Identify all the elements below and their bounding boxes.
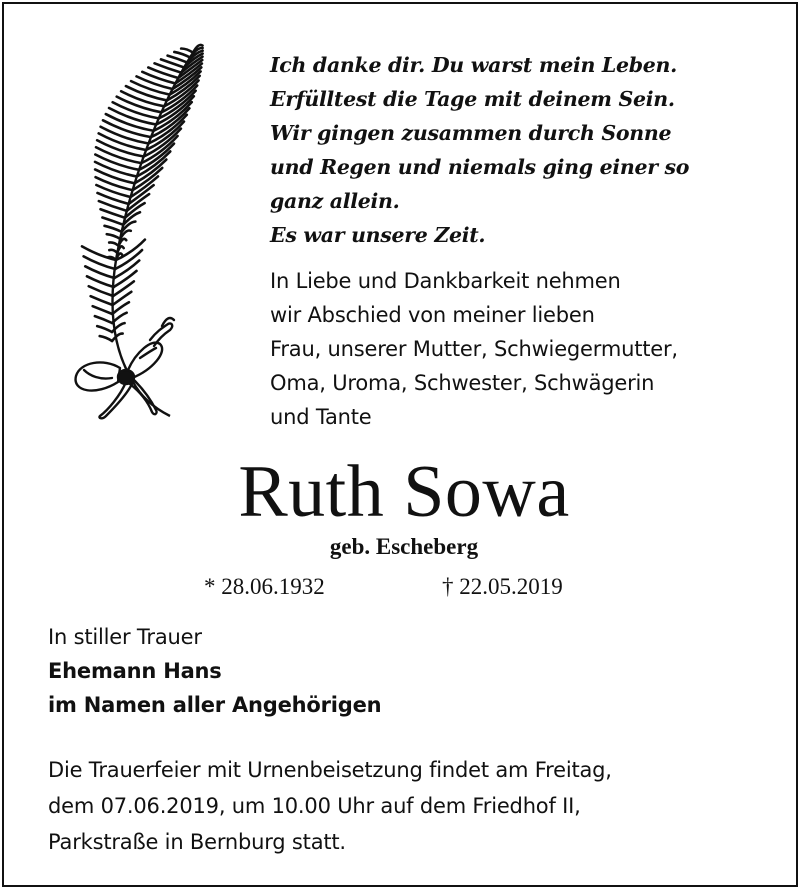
mourner-family: im Namen aller Angehörigen bbox=[48, 693, 382, 717]
feather-frond bbox=[100, 336, 112, 341]
farewell-line: In Liebe und Dankbarkeit nehmen bbox=[270, 269, 621, 293]
poem-line: Es war unsere Zeit. bbox=[270, 223, 486, 247]
birth-date: * 28.06.1932 bbox=[204, 574, 325, 599]
mourning-intro: In stiller Trauer bbox=[48, 625, 202, 649]
farewell-line: wir Abschied von meiner lieben bbox=[270, 303, 595, 327]
maiden-name: geb. Escheberg bbox=[329, 534, 479, 559]
farewell-line: und Tante bbox=[270, 405, 372, 429]
mourner-spouse: Ehemann Hans bbox=[48, 659, 222, 683]
feather-frond bbox=[181, 49, 193, 53]
feather-frond bbox=[93, 306, 113, 314]
farewell-line: Frau, unserer Mutter, Schwiegermutter, bbox=[270, 337, 678, 361]
ceremony-line: dem 07.06.2019, um 10.00 Uhr auf dem Friedhof II, bbox=[48, 794, 581, 818]
poem-line: Ich danke dir. Du warst mein Leben. bbox=[270, 53, 677, 77]
feather-frond bbox=[113, 281, 134, 296]
deceased-name: Ruth Sowa bbox=[238, 451, 570, 533]
feather-frond bbox=[114, 271, 137, 287]
poem-line: und Regen und niemals ging einer so bbox=[270, 155, 690, 179]
ceremony-info bbox=[48, 752, 612, 860]
farewell-line: Oma, Uroma, Schwester, Schwägerin bbox=[270, 371, 655, 395]
mourners bbox=[48, 620, 381, 722]
feather-frond bbox=[97, 326, 112, 332]
farewell-text bbox=[270, 264, 780, 434]
poem-line: Erfülltest die Tage mit deinem Sein. bbox=[270, 87, 675, 111]
feather-with-ribbon-icon bbox=[44, 40, 219, 430]
obituary-frame bbox=[2, 2, 798, 887]
feather-frond bbox=[105, 226, 122, 232]
poem-line: ganz allein. bbox=[270, 189, 400, 213]
poem-line: Wir gingen zusammen durch Sonne bbox=[270, 121, 672, 145]
ceremony-line: Parkstraße in Bernburg statt. bbox=[48, 830, 346, 854]
feather-frond bbox=[91, 296, 113, 305]
death-date: † 22.05.2019 bbox=[442, 574, 563, 599]
feather-frond bbox=[107, 234, 120, 239]
feather-frond bbox=[95, 316, 112, 323]
feather-frond bbox=[174, 52, 190, 57]
feather-frond bbox=[102, 217, 123, 224]
feather-frond bbox=[89, 286, 113, 296]
ceremony-line: Die Trauerfeier mit Urnenbeisetzung findet am Freitag, bbox=[48, 758, 612, 782]
poem bbox=[270, 48, 790, 252]
feather-frond bbox=[109, 242, 118, 245]
